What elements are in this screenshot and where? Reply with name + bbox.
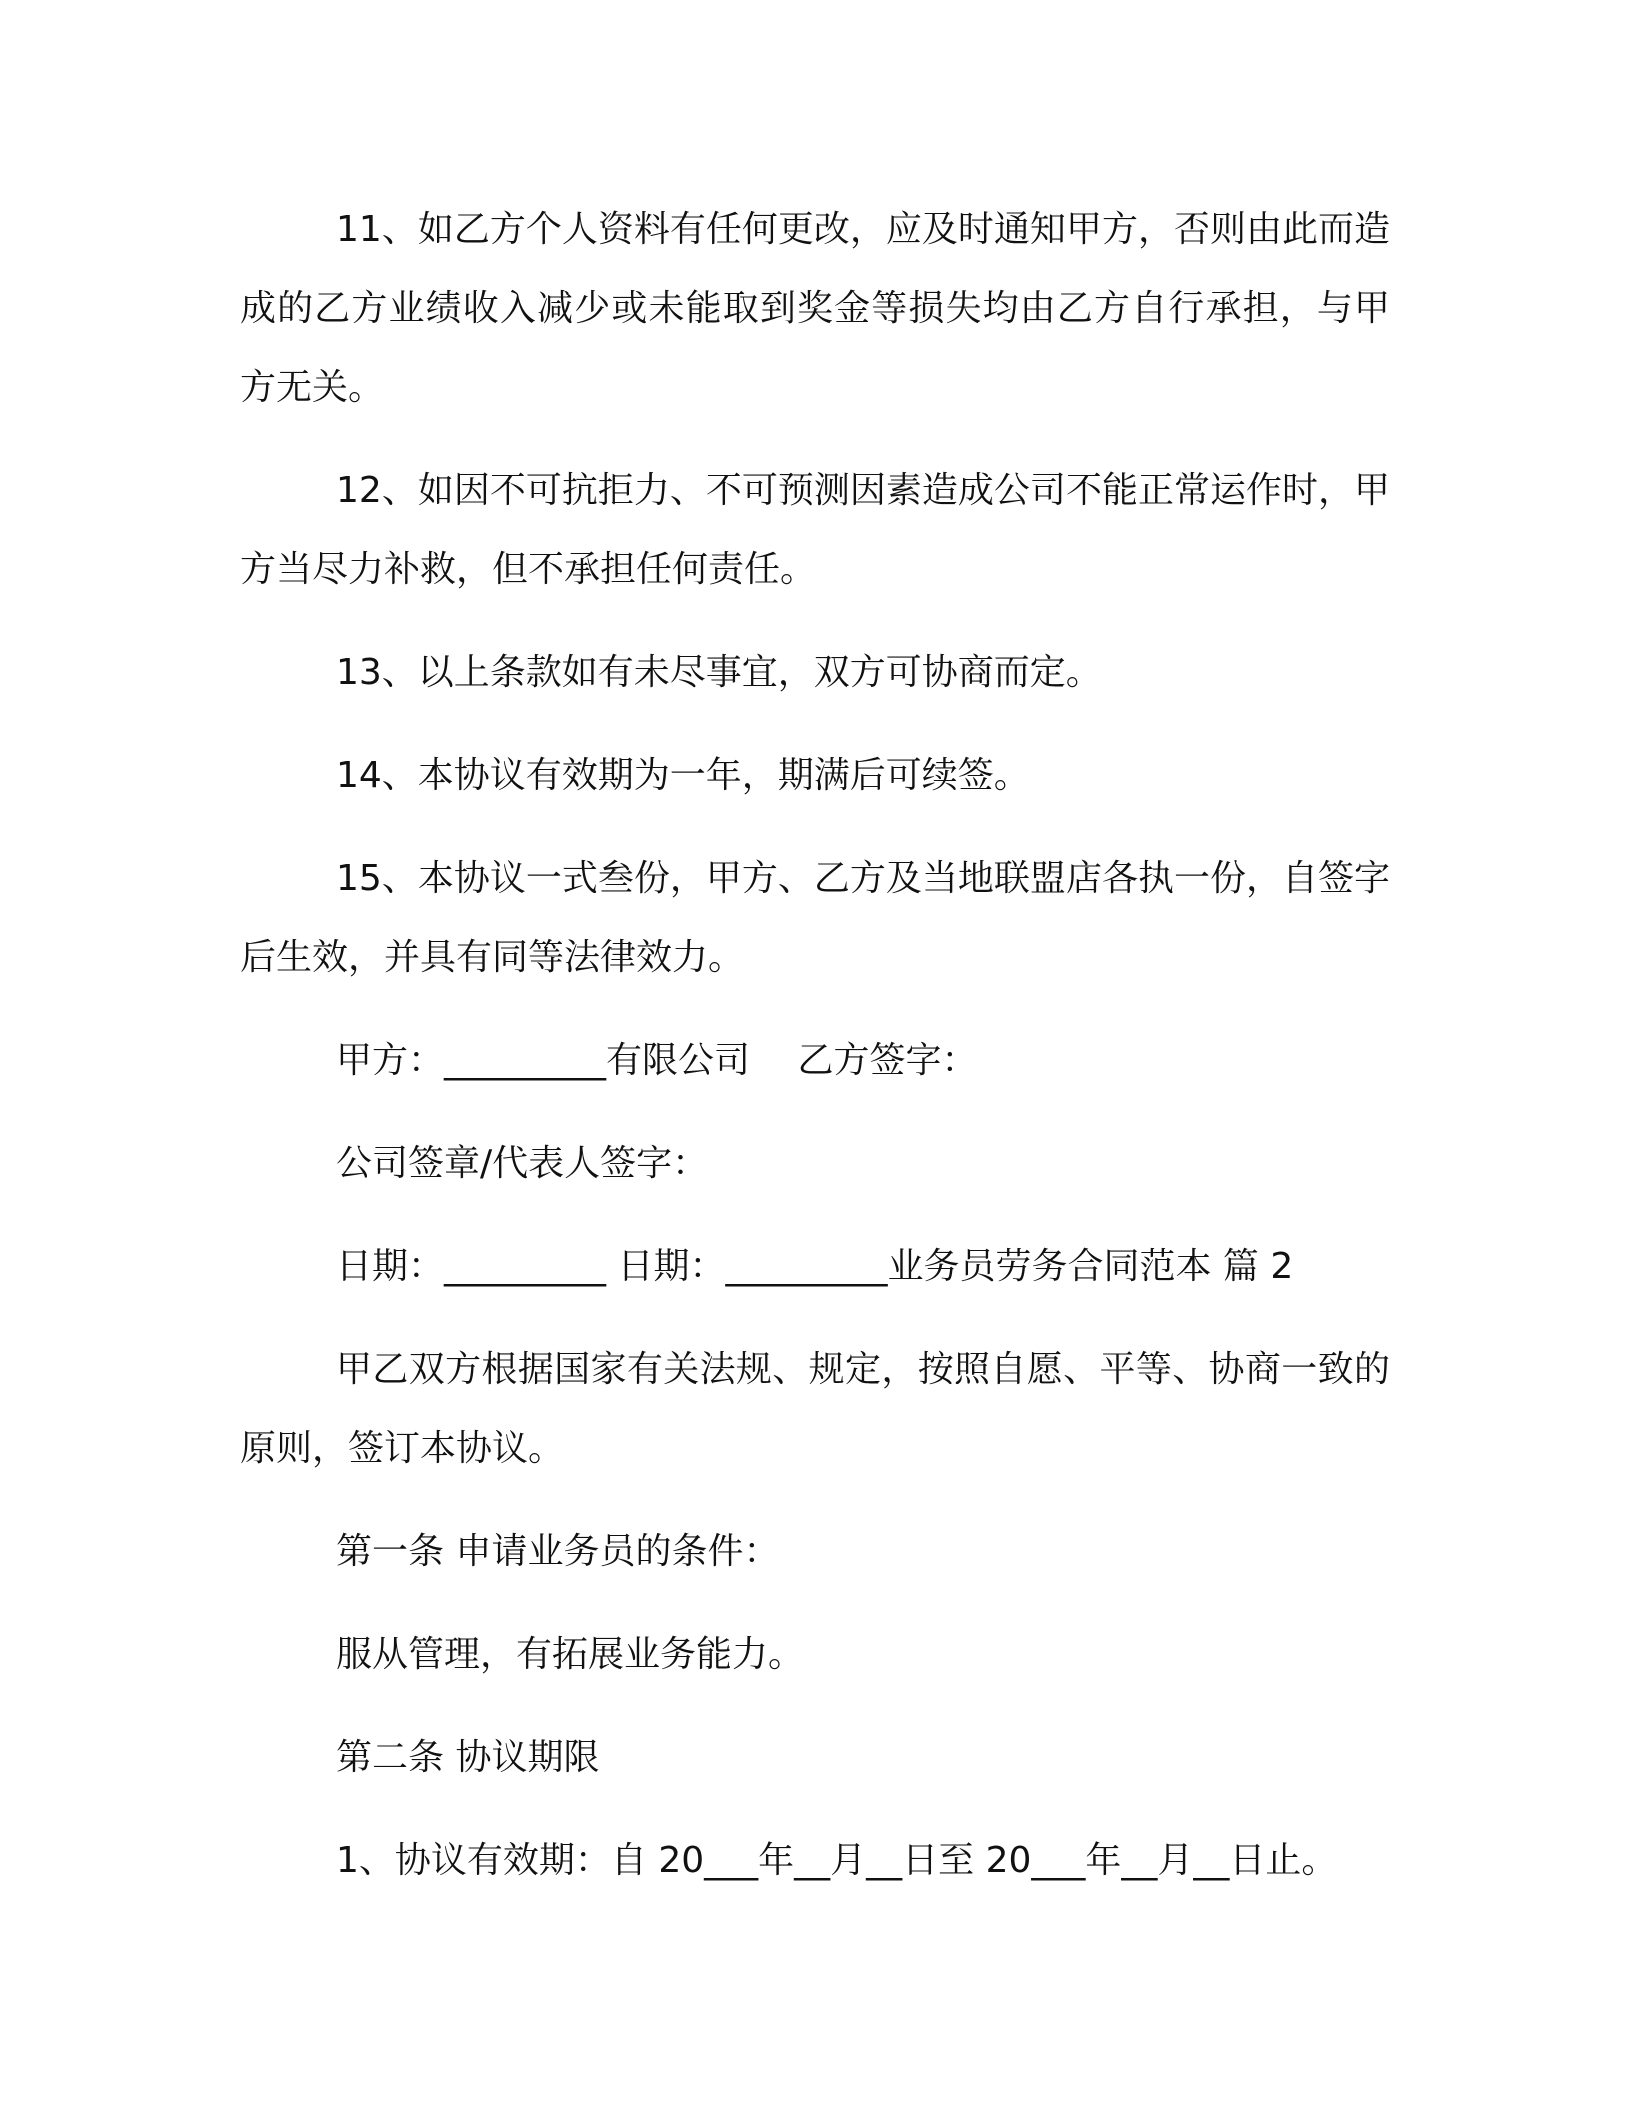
article-1-text: 服从管理，有拓展业务能力。: [336, 1634, 805, 1675]
document-body: [240, 190, 1390, 1924]
article-2-item-1: 1、协议有效期：自 20___年__月__日至 20___年__月__日止。: [336, 1840, 1338, 1881]
clause-15: 15、本协议一式叁份，甲方、乙方及当地联盟店各执一份，自签字后生效，并具有同等法律效力。: [240, 858, 1390, 978]
clause-12: 12、如因不可抗拒力、不可预测因素造成公司不能正常运作时，甲方当尽力补救，但不承担任何责任。: [240, 470, 1390, 590]
clause-14: 14、本协议有效期为一年，期满后可续签。: [336, 755, 1030, 796]
article-1-heading: 第一条 申请业务员的条件：: [336, 1531, 780, 1572]
preamble: 甲乙双方根据国家有关法规、规定，按照自愿、平等、协商一致的原则，签订本协议。: [240, 1349, 1390, 1469]
company-seal-line: 公司签章/代表人签字：: [336, 1143, 709, 1184]
party-a-signature-line: 甲方：_________有限公司 乙方签字：: [336, 1040, 978, 1081]
date-line: 日期：_________ 日期：_________业务员劳务合同范本 篇 2: [336, 1246, 1294, 1287]
clause-13: 13、以上条款如有未尽事宜，双方可协商而定。: [336, 652, 1102, 693]
clause-11: 11、如乙方个人资料有任何更改，应及时通知甲方，否则由此而造成的乙方业绩收入减少或未能取到奖金等损失均由乙方自行承担，与甲方无关。: [240, 209, 1390, 408]
article-2-heading: 第二条 协议期限: [336, 1737, 600, 1778]
